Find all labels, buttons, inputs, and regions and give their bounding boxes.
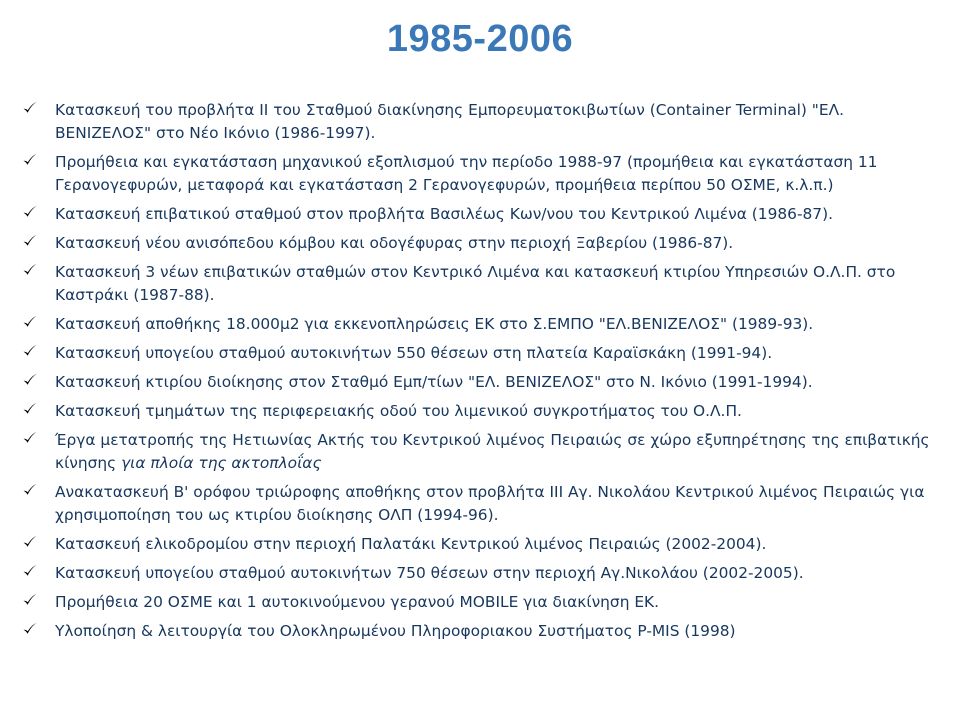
checkmark-icon bbox=[22, 314, 38, 330]
list-item-text: Κατασκευή 3 νέων επιβατικών σταθμών στον Κεντρικό Λιμένα και κατασκευή κτιρίου Υπηρεσιών Ο.Λ.Π. στο Καστράκι (1987-88). bbox=[55, 263, 896, 304]
list-item-text: Κατασκευή υπογείου σταθμού αυτοκινήτων 750 θέσεων στην περιοχή Αγ.Νικολάου (2002-2005). bbox=[55, 564, 804, 582]
checkmark-icon bbox=[22, 100, 38, 116]
list-item-text: Κατασκευή ελικοδρομίου στην περιοχή Παλατάκι Κεντρικού λιμένος Πειραιώς (2002-2004). bbox=[55, 535, 767, 553]
list-item bbox=[20, 203, 940, 226]
list-item bbox=[20, 232, 940, 255]
checkmark-icon bbox=[22, 233, 38, 249]
list-item bbox=[20, 591, 940, 614]
list-item-text: Έργα μετατροπής της Ηετιωνίας Ακτής του Κεντρικού λιμένος Πειραιώς σε χώρο εξυπηρέτησης της επιβατικής κίνησης bbox=[55, 431, 930, 472]
list-item-text: Υλοποίηση & λειτουργία του Ολοκληρωμένου Πληροφοριακου Συστήματος P-MIS (1998) bbox=[55, 622, 736, 640]
list-item bbox=[20, 481, 940, 527]
checkmark-icon bbox=[22, 430, 38, 446]
checkmark-icon bbox=[22, 262, 38, 278]
list-item-text: Κατασκευή αποθήκης 18.000μ2 για εκκενοπληρώσεις ΕΚ στο Σ.ΕΜΠΟ "ΕΛ.ΒΕΝΙΖΕΛΟΣ" (1989-93). bbox=[55, 315, 814, 333]
list-item-text: Κατασκευή υπογείου σταθμού αυτοκινήτων 550 θέσεων στη πλατεία Καραϊσκάκη (1991-94). bbox=[55, 344, 773, 362]
checkmark-icon bbox=[22, 482, 38, 498]
list-item bbox=[20, 151, 940, 197]
checkmark-icon bbox=[22, 204, 38, 220]
checkmark-icon bbox=[22, 621, 38, 637]
checkmark-icon bbox=[22, 592, 38, 608]
checkmark-icon bbox=[22, 534, 38, 550]
list-item bbox=[20, 533, 940, 556]
list-item-text: Κατασκευή νέου ανισόπεδου κόμβου και οδογέφυρας στην περιοχή Ξαβερίου (1986-87). bbox=[55, 234, 734, 252]
list-item bbox=[20, 400, 940, 423]
list-item bbox=[20, 342, 940, 365]
list-item-text: Κατασκευή του προβλήτα ΙΙ του Σταθμού διακίνησης Εμπορευματοκιβωτίων (Container Terminal) "ΕΛ. ΒΕΝΙΖΕΛΟΣ" στο Νέο Ικόνιο (1986-1997). bbox=[55, 101, 845, 142]
checkmark-icon bbox=[22, 401, 38, 417]
checkmark-icon bbox=[22, 563, 38, 579]
list-item bbox=[20, 261, 940, 307]
checkmark-icon bbox=[22, 343, 38, 359]
slide-title: 1985-2006 bbox=[386, 18, 574, 60]
list-item-text-extra: για πλοία της ακτοπλοΐας bbox=[121, 454, 322, 472]
list-item bbox=[20, 313, 940, 336]
list-item-text: Κατασκευή επιβατικού σταθμού στον προβλήτα Βασιλέως Κων/νου του Κεντρικού Λιμένα (1986-87). bbox=[55, 205, 834, 223]
checkmark-icon bbox=[22, 372, 38, 388]
project-list bbox=[20, 99, 940, 649]
list-item bbox=[20, 371, 940, 394]
list-item-text: Ανακατασκευή Β' ορόφου τριώροφης αποθήκης στον προβλήτα ΙΙΙ Αγ. Νικολάου Κεντρικού λιμένος Πειραιώς για χρησιμοποίηση του ως κτιρίου διοίκησης ΟΛΠ (1994-96). bbox=[55, 483, 925, 524]
list-item bbox=[20, 99, 940, 145]
list-item-text: Προμήθεια και εγκατάσταση μηχανικού εξοπλισμού την περίοδο 1988-97 (προμήθεια και εγκατάσταση 11 Γερανογεφυρών, μεταφορά και εγκατάσταση 2 Γερανογεφυρών, προμήθεια περίπου 50 ΟΣΜΕ, κ.λ.π.) bbox=[55, 153, 878, 194]
list-item bbox=[20, 620, 940, 643]
list-item-text: Κατασκευή τμημάτων της περιφερειακής οδού του λιμενικού συγκροτήματος του Ο.Λ.Π. bbox=[55, 402, 742, 420]
list-item bbox=[20, 429, 940, 475]
checkmark-icon bbox=[22, 152, 38, 168]
list-item-text: Κατασκευή κτιρίου διοίκησης στον Σταθμό Εμπ/τίων "ΕΛ. ΒΕΝΙΖΕΛΟΣ" στο Ν. Ικόνιο (1991-1994). bbox=[55, 373, 813, 391]
list-item-text: Προμήθεια 20 ΟΣΜΕ και 1 αυτοκινούμενου γερανού MOBILE για διακίνηση ΕΚ. bbox=[55, 593, 660, 611]
list-item bbox=[20, 562, 940, 585]
